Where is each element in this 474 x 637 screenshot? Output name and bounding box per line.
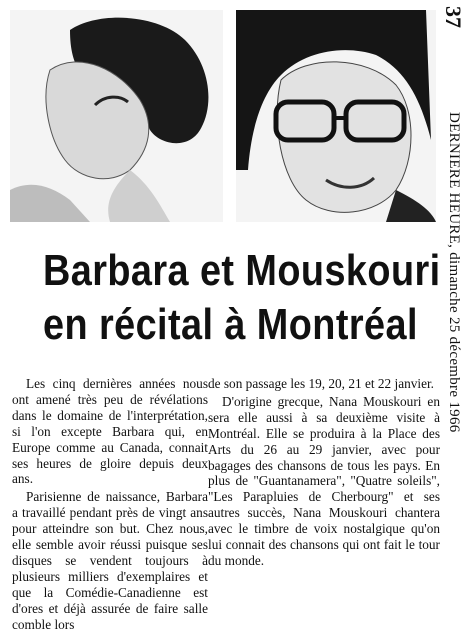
article-column-right: [204, 376, 440, 571]
article-paragraph: Parisienne de naissance, Barbara a travaillé pendant près de vingt ans pour atteindre son but. Chez nous, elle semble avoir réussi puisque ses disques se vendent toujours à plusieurs milliers d'exemplaires et que la Comédie-Canadienne est d'ores et déjà assurée de faire salle comble lors: [12, 489, 208, 632]
article-paragraph: D'origine grecque, Nana Mouskouri en sera elle aussi à sa deuxième visite à Montréal. Elle se produira à la Place des Arts du 26 au 29 janvier, avec pour bagages des chansons de tous les pays. En plus de "Guantanamera", "Quatre soleils", "Les Parapluies de Cherbourg" et ses autres succès, Nana Mouskouri chantera avec le timbre de voix nostalgique qu'on lui connait des chansons qui ont fait le tour du monde.: [208, 393, 440, 568]
headline-line-2: en récital à Montréal: [42, 300, 418, 349]
dateline: DERNIERE HEURE, dimanche 25 décembre 1966: [446, 112, 462, 433]
page-number: 37: [441, 6, 466, 28]
mouskouri-photo: [236, 10, 436, 222]
headline: [42, 244, 441, 352]
side-caption: [434, 0, 474, 637]
barbara-photo: [10, 10, 223, 222]
article-paragraph: de son passage les 19, 20, 21 et 22 janvier.: [208, 376, 435, 391]
article-paragraph: Les cinq dernières années nous ont amené très peu de révélations dans le domaine de l'interprétation, si l'on excepte Barbara qui, en Europe comme au Canada, connait ses heures de gloire depuis deux ans.: [12, 376, 208, 487]
headline-line-1: Barbara et Mouskouri: [42, 246, 441, 295]
article-column-left: [12, 376, 208, 635]
